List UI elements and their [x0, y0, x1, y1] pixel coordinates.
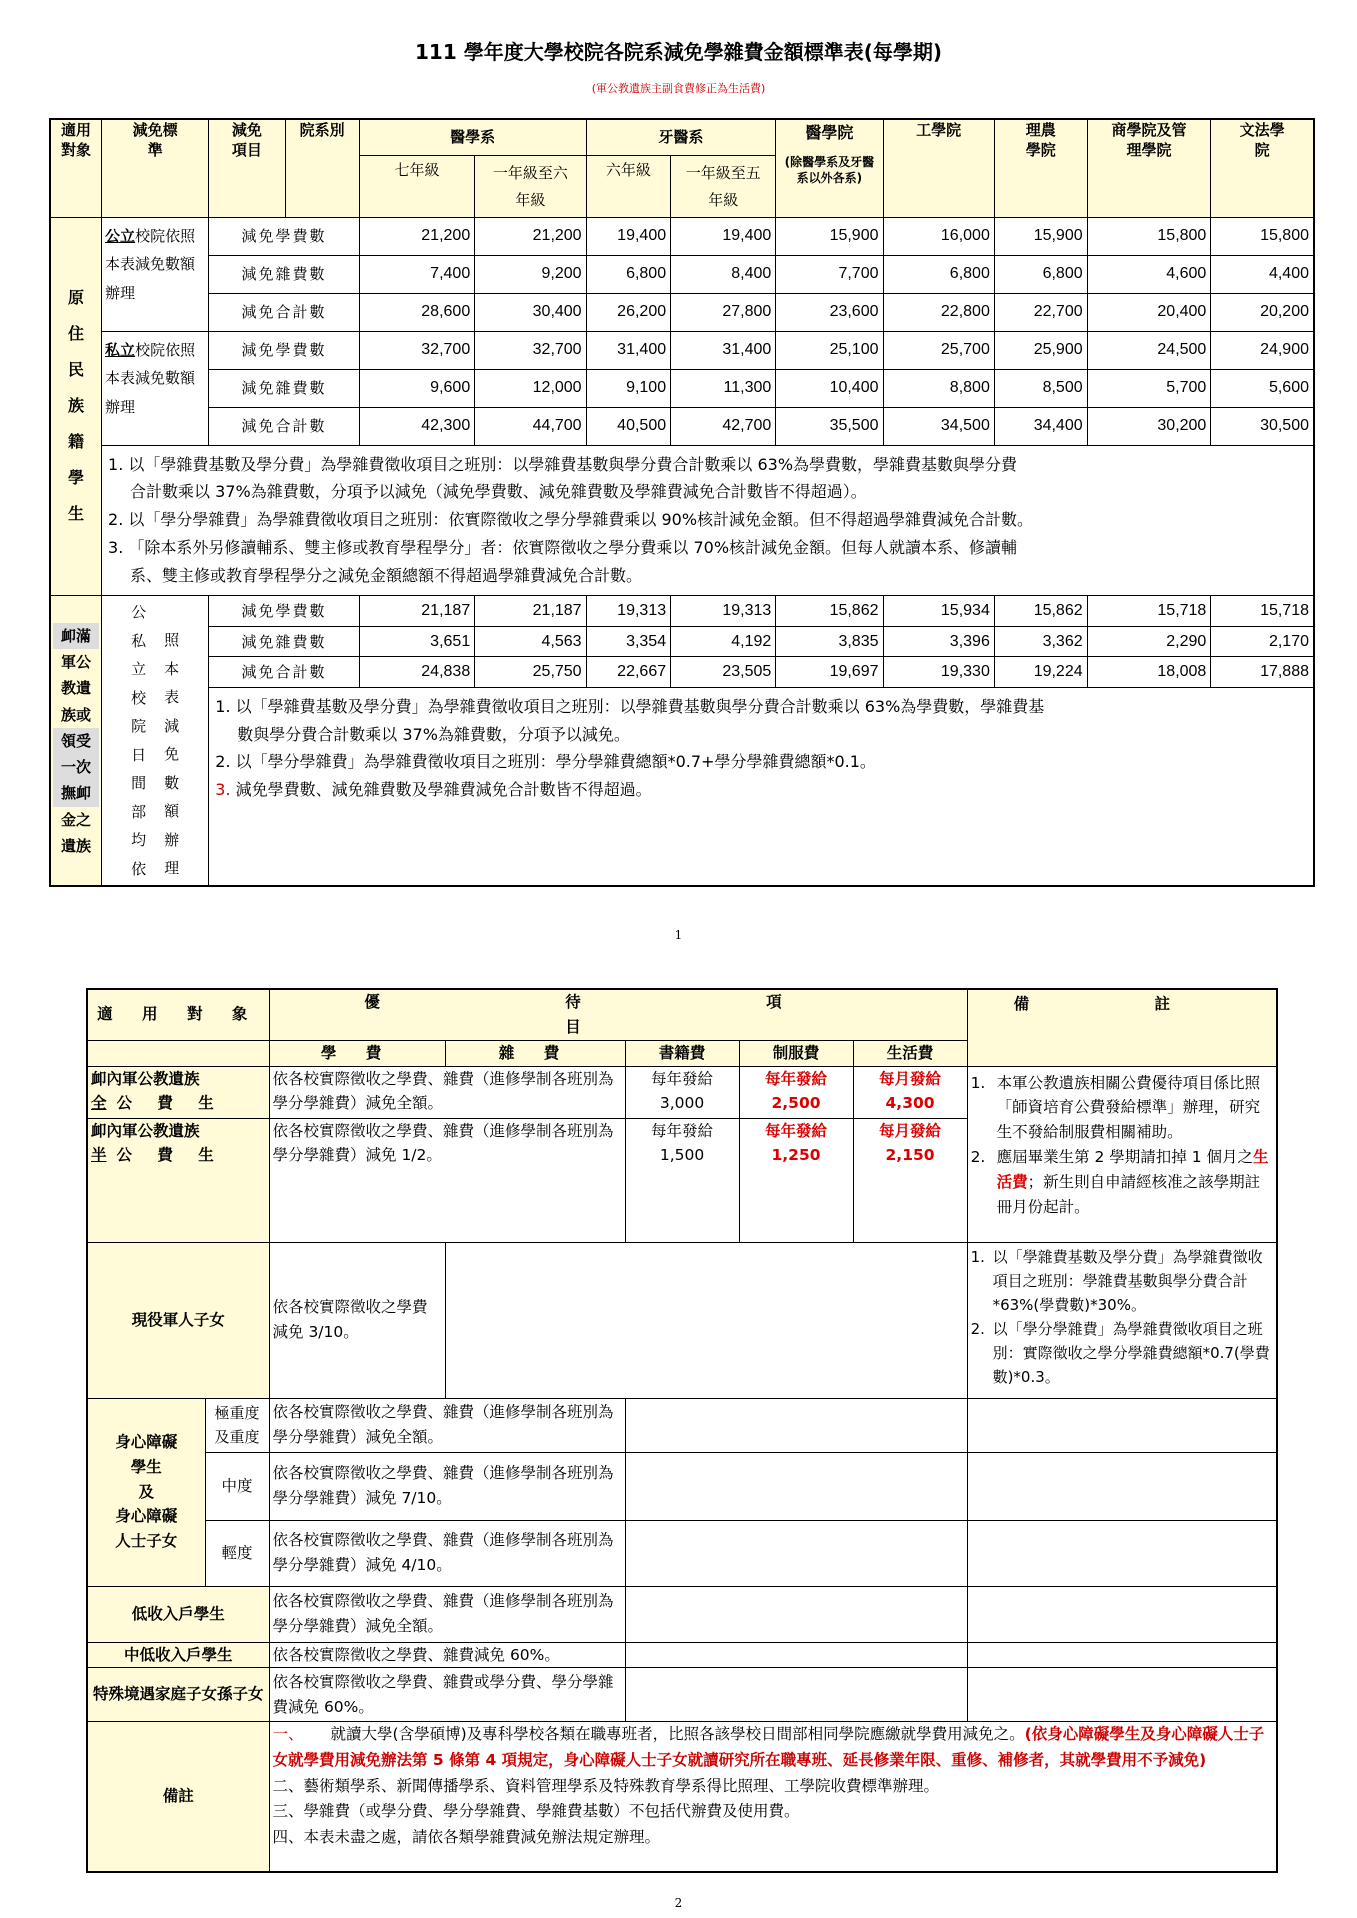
- full-label-a: 卹內軍公教遺族: [91, 1069, 200, 1088]
- table-row: [50, 596, 1314, 626]
- remarks-body: [269, 1722, 1277, 1872]
- row-item: 減免雜費數: [209, 626, 360, 656]
- table-row: [87, 1242, 1277, 1398]
- row-item: 減免學費數: [209, 596, 360, 626]
- cell-value: 5,600: [1211, 369, 1314, 407]
- standard-char: 減: [164, 716, 180, 735]
- table-row: [50, 217, 1314, 255]
- header-medschool: [776, 119, 883, 217]
- cell-value: 6,800: [586, 255, 671, 293]
- header-standard: 減免標準: [102, 119, 209, 217]
- note-item: [215, 778, 1307, 803]
- military-standard-col1: [131, 598, 146, 883]
- header-medschool-label: 醫學院: [805, 123, 854, 142]
- half-label-underline: 半: [91, 1146, 107, 1165]
- remark-red: (依身心障礙學生及身心障礙人士子女就學費用減免辦法第 5 條第 4 項規定，身心障礙人士子女就讀研究所在職專班、延長修業年限、重修、補修者，其就學費用不予減免): [272, 1725, 1265, 1769]
- remark-text: 本軍公教遺族相關公費優待項目係比照「師資培育公費發給標準」辦理，研究生不發給制服費相關補助。: [996, 1073, 1261, 1142]
- cell-value: 24,500: [1087, 331, 1211, 369]
- table-row: [50, 255, 1314, 293]
- cell-value: 22,800: [883, 293, 994, 331]
- standard-char: 院: [131, 717, 147, 736]
- remark-item-3: 三、學雜費（或學分費、學分學雜費、學雜費基數）不包括代辦費及使用費。: [272, 1802, 800, 1821]
- header-med1to6: 一年級至六年級: [475, 155, 586, 217]
- preferential-treatment-table: [86, 988, 1278, 1873]
- cell-value: 35,500: [776, 407, 883, 445]
- row-item: 減免學費數: [209, 217, 360, 255]
- military-standard: [102, 596, 209, 887]
- cell-value: 2,170: [1211, 626, 1314, 656]
- cell-value: 44,700: [475, 407, 586, 445]
- standard-char: 私: [131, 631, 147, 650]
- cell-value: 25,100: [776, 331, 883, 369]
- remark-text: 就讀大學(含學碩博)及專科學校各類在職專班者，比照各該學校日間部相同學院應繳就學費用減免之。: [330, 1725, 1025, 1744]
- header-item: 減免項目: [209, 119, 285, 217]
- private-underlined: 私立: [105, 340, 136, 359]
- empty-cell: [967, 1398, 1277, 1452]
- standard-char: 辦: [164, 830, 180, 849]
- header-business: 商學院及管理學院: [1087, 119, 1211, 217]
- military-notes: [209, 687, 1314, 886]
- remark-text-2: [997, 1145, 1274, 1219]
- note-text: 以「學分學雜費」為學雜費徵收項目之班別：學分學雜費總額*0.7+學分學雜費總額*0.1。: [235, 752, 876, 772]
- cell-value: 15,900: [776, 217, 883, 255]
- cell-value: 24,838: [359, 657, 474, 687]
- cell-value: 4,192: [671, 626, 776, 656]
- cell-value: 25,900: [994, 331, 1087, 369]
- military-label-line: 金之: [61, 810, 92, 829]
- remark-num: 1.: [970, 1247, 985, 1266]
- cell-value: 3,354: [586, 626, 671, 656]
- cell-value: 9,100: [586, 369, 671, 407]
- public-underlined: 公立: [105, 226, 136, 245]
- remark-text-red: 生活費: [996, 1147, 1269, 1191]
- t2-header-books: 書籍費: [625, 1040, 739, 1066]
- header-med: 醫學系: [359, 119, 586, 155]
- cell-value: 22,667: [586, 657, 671, 687]
- cell-value: 19,313: [671, 596, 776, 626]
- empty-cell: [967, 1642, 1277, 1668]
- public-standard: [102, 217, 209, 331]
- header-dept: 院系別: [285, 119, 359, 217]
- standard-char: 額: [164, 802, 180, 821]
- remark-text-b: ；新生則自申請經核准之該學期註冊月份起計。: [996, 1172, 1261, 1216]
- standard-char: 公: [131, 603, 147, 622]
- full-living-amount: 4,300: [885, 1094, 935, 1113]
- header-target: 適用對象: [50, 119, 102, 217]
- cell-value: 4,600: [1087, 255, 1211, 293]
- military-label-line: 卹滿: [53, 623, 99, 649]
- cell-value: 21,187: [359, 596, 474, 626]
- cell-value: 19,400: [671, 217, 776, 255]
- cell-value: 40,500: [586, 407, 671, 445]
- active-military-blank: [445, 1242, 967, 1398]
- half-living: [853, 1118, 967, 1242]
- remark-item-2: 二、藝術類學系、新聞傳播學系、資料管理學系及特殊教育學系得比照理、工學院收費標準辦理。: [272, 1776, 940, 1795]
- cell-value: 26,200: [586, 293, 671, 331]
- standard-char: 校: [131, 688, 147, 707]
- cell-value: 32,700: [475, 331, 586, 369]
- cell-value: 19,697: [776, 657, 883, 687]
- empty-cell: [967, 1520, 1277, 1586]
- remark-num: 1.: [970, 1073, 986, 1092]
- disabled-level: 中度: [205, 1452, 269, 1520]
- table-row: [50, 331, 1314, 369]
- cell-value: 21,200: [359, 217, 474, 255]
- standard-char: 均: [131, 831, 147, 850]
- half-label-a: 卹內軍公教遺族: [91, 1121, 200, 1140]
- remark-text-a: 應屆畢業生第 2 學期請扣掉 1 個月之: [996, 1147, 1253, 1166]
- remark-item-4: 四、本表未盡之處，請依各類學雜費減免辦法規定辦理。: [272, 1827, 661, 1846]
- public-rest: 校院依照本表減免數額辦理: [105, 226, 196, 302]
- cell-value: 5,700: [1087, 369, 1211, 407]
- note-cont: 數與學分費合計數乘以 37%為雜費數，分項予以減免。: [237, 724, 630, 744]
- table-row: [50, 407, 1314, 445]
- empty-cell: [625, 1668, 967, 1722]
- indigenous-notes: [102, 445, 1314, 596]
- standard-char: 立: [131, 660, 147, 679]
- disabled-label-line: 身心障礙: [115, 1507, 178, 1526]
- special-label: 特殊境遇家庭子女孫子女: [87, 1668, 269, 1722]
- row-item: 減免合計數: [209, 657, 360, 687]
- header-eng: 工學院: [883, 119, 994, 217]
- cell-value: 16,000: [883, 217, 994, 255]
- half-scholarship-label: [87, 1118, 269, 1242]
- cell-value: 7,400: [359, 255, 474, 293]
- cell-value: 9,600: [359, 369, 474, 407]
- remark-num: 2.: [970, 1319, 985, 1338]
- disabled-label-line: 身心障礙: [115, 1433, 178, 1452]
- standard-char: 日: [131, 745, 147, 764]
- t2-header-remarks-text: 備 註: [1013, 995, 1231, 1013]
- standard-char: [164, 598, 179, 626]
- empty-cell: [967, 1668, 1277, 1722]
- cell-value: 34,400: [994, 407, 1087, 445]
- cell-value: 30,500: [1211, 407, 1314, 445]
- full-uniform-amount: 2,500: [771, 1094, 821, 1113]
- military-label-line: 軍公: [61, 653, 92, 672]
- remark-text: 以「學分學雜費」為學雜費徵收項目之班別：實際徵收之學分學雜費總額*0.7(學費數)*0.3。: [992, 1319, 1270, 1386]
- cell-value: 34,500: [883, 407, 994, 445]
- low-income-text: 依各校實際徵收之學費、雜費（進修學制各班別為學分學雜費）減免全額。: [269, 1586, 625, 1642]
- empty-cell: [967, 1452, 1277, 1520]
- table-row: [87, 1586, 1277, 1642]
- t2-header-target: [87, 989, 269, 1040]
- t2-header-benefits-text: 優 待 項 目: [364, 993, 872, 1036]
- cell-value: 21,187: [475, 596, 586, 626]
- cell-value: 19,400: [586, 217, 671, 255]
- half-books-amount: 1,500: [659, 1146, 705, 1165]
- disabled-text: 依各校實際徵收之學費、雜費（進修學制各班別為學分學雜費）減免全額。: [269, 1398, 625, 1452]
- active-military-tuition: 依各校實際徵收之學費減免 3/10。: [269, 1242, 445, 1398]
- empty-cell: [625, 1586, 967, 1642]
- t2-header-tuition: [269, 1040, 445, 1066]
- indigenous-label-text: 原住民族籍學生: [68, 288, 85, 524]
- note-num: 3.: [215, 780, 231, 800]
- cell-value: 15,862: [994, 596, 1087, 626]
- cell-value: 3,835: [776, 626, 883, 656]
- cell-value: 6,800: [994, 255, 1087, 293]
- row-item: 減免合計數: [209, 293, 360, 331]
- half-tuition-misc: 依各校實際徵收之學費、雜費（進修學制各班別為學分學雜費）減免 1/2。: [269, 1118, 625, 1242]
- note-text: 以「學雜費基數及學分費」為學雜費徵收項目之班別：以學雜費基數與學分費合計數乘以 63%為學費數，學雜費基數與學分費: [128, 454, 1018, 474]
- disabled-label-line: 及: [138, 1482, 154, 1501]
- active-military-label: 現役軍人子女: [87, 1242, 269, 1398]
- empty-cell: [625, 1452, 967, 1520]
- standard-char: 本: [164, 659, 180, 678]
- row-item: 減免雜費數: [209, 255, 360, 293]
- table-row: [50, 293, 1314, 331]
- cell-value: 15,800: [1087, 217, 1211, 255]
- cell-value: 20,200: [1211, 293, 1314, 331]
- cell-value: 23,505: [671, 657, 776, 687]
- cell-value: 15,900: [994, 217, 1087, 255]
- military-label: [50, 596, 102, 887]
- full-books: [625, 1066, 739, 1118]
- empty-cell: [625, 1642, 967, 1668]
- standard-char: 免: [164, 745, 180, 764]
- military-label-line: 遺族: [61, 836, 92, 855]
- mid-low-income-text: 依各校實際徵收之學費、雜費減免 60%。: [269, 1642, 625, 1668]
- t2-header-living: 生活費: [853, 1040, 967, 1066]
- cell-value: 15,862: [776, 596, 883, 626]
- cell-value: 15,718: [1087, 596, 1211, 626]
- military-label-line: 一次: [53, 754, 99, 780]
- table-row: [50, 657, 1314, 687]
- disabled-label: [87, 1398, 205, 1586]
- full-uniform-label: 每年發給: [765, 1069, 828, 1088]
- t2-header-misc-text: 雜 費: [498, 1043, 572, 1062]
- standard-char: 依: [131, 859, 147, 878]
- half-uniform: [739, 1118, 853, 1242]
- cell-value: 6,800: [883, 255, 994, 293]
- note-cont: 合計數乘以 37%為雜費數，分項予以減免（減免學費數、減免雜費數及學雜費減免合計數皆不得超過）。: [130, 482, 867, 502]
- note-item: [108, 536, 1307, 561]
- private-rest: 校院依照本表減免數額辦理: [105, 340, 196, 416]
- note-num: 3.: [108, 537, 124, 557]
- remark-text: 以「學雜費基數及學分費」為學雜費徵收項目之班別：學雜費基數與學分費合計*63%(學費數)*30%。: [992, 1247, 1263, 1314]
- full-label-rest: 公 費 生: [116, 1094, 224, 1113]
- row-item: 減免合計數: [209, 407, 360, 445]
- row-item: 減免雜費數: [209, 369, 360, 407]
- tuition-waiver-table: [49, 118, 1315, 887]
- note-text: 以「學分學雜費」為學雜費徵收項目之班別：依實際徵收之學分學雜費乘以 90%核計減免金額。但不得超過學雜費減免合計數。: [128, 510, 1034, 530]
- note-text: 以「學雜費基數及學分費」為學雜費徵收項目之班別：以學雜費基數與學分費合計數乘以 63%為學費數，學雜費基: [235, 696, 1045, 716]
- table-row: [87, 1668, 1277, 1722]
- disabled-label-line: 人士子女: [115, 1532, 178, 1551]
- disabled-level: 極重度及重度: [205, 1398, 269, 1452]
- t2-header-uniform: 制服費: [739, 1040, 853, 1066]
- note-item: [108, 453, 1307, 478]
- cell-value: 7,700: [776, 255, 883, 293]
- cell-value: 25,750: [475, 657, 586, 687]
- cell-value: 24,900: [1211, 331, 1314, 369]
- cell-value: 30,400: [475, 293, 586, 331]
- cell-value: 10,400: [776, 369, 883, 407]
- cell-value: 31,400: [586, 331, 671, 369]
- t2-header-misc: [445, 1040, 625, 1066]
- t2-header-remarks: [967, 989, 1277, 1066]
- cell-value: 31,400: [671, 331, 776, 369]
- t2-header-target-text: 適 用 對 象: [97, 1005, 260, 1024]
- note-item: [215, 750, 1307, 775]
- cell-value: 15,934: [883, 596, 994, 626]
- table-row: [87, 1398, 1277, 1452]
- row-item: 減免學費數: [209, 331, 360, 369]
- cell-value: 19,224: [994, 657, 1087, 687]
- full-scholarship-label: [87, 1066, 269, 1118]
- note-item: [215, 695, 1307, 720]
- table-row: [87, 1066, 1277, 1118]
- table-row: [87, 1452, 1277, 1520]
- header-medschool-note: (除醫學系及牙醫系以外各系): [784, 154, 875, 185]
- active-military-remarks: [967, 1242, 1277, 1398]
- cell-value: 2,290: [1087, 626, 1211, 656]
- disabled-label-line: 學生: [130, 1457, 162, 1476]
- full-label-underline: 全: [91, 1094, 107, 1113]
- cell-value: 27,800: [671, 293, 776, 331]
- standard-char: 數: [164, 773, 180, 792]
- standard-char: 部: [131, 802, 147, 821]
- military-standard-col2: [164, 598, 179, 883]
- cell-value: 25,700: [883, 331, 994, 369]
- note-num: 2.: [108, 510, 124, 530]
- note-text: 「除本系外另修讀輔系、雙主修或教育學程學分」者：依實際徵收之學分費乘以 70%核計減免金額。但每人就讀本系、修讀輔: [128, 537, 1018, 557]
- cell-value: 8,500: [994, 369, 1087, 407]
- cell-value: 22,700: [994, 293, 1087, 331]
- half-books-label: 每年發給: [651, 1121, 714, 1140]
- cell-value: 8,800: [883, 369, 994, 407]
- indigenous-label: [50, 217, 102, 596]
- full-books-label: 每年發給: [651, 1069, 714, 1088]
- header-arts: 文法學院: [1211, 119, 1314, 217]
- private-standard: [102, 331, 209, 445]
- remark-prefix: 一、: [272, 1725, 304, 1744]
- half-living-label: 每月發給: [879, 1121, 942, 1140]
- remark-num: 2.: [970, 1147, 986, 1166]
- note-text: 減免學費數、減免雜費數及學雜費減免合計數皆不得超過。: [235, 780, 652, 800]
- t2-header-tuition-text: 學 費: [320, 1043, 394, 1062]
- table-row: [87, 1520, 1277, 1586]
- standard-char: 理: [164, 859, 180, 878]
- standard-char: 照: [164, 631, 180, 650]
- full-living: [853, 1066, 967, 1118]
- table-row: [50, 369, 1314, 407]
- empty-cell: [967, 1586, 1277, 1642]
- half-books: [625, 1118, 739, 1242]
- page-number-1: 1: [674, 928, 683, 942]
- cell-value: 17,888: [1211, 657, 1314, 687]
- empty-cell: [625, 1398, 967, 1452]
- half-uniform-label: 每年發給: [765, 1121, 828, 1140]
- table-row: [50, 626, 1314, 656]
- page-subtitle: (軍公教遺族主副食費修正為生活費): [591, 82, 766, 95]
- t2-header-benefits: [269, 989, 967, 1040]
- empty-cell: [625, 1520, 967, 1586]
- note-num: 1.: [108, 454, 124, 474]
- header-med7: 七年級: [359, 155, 474, 217]
- military-label-line: 教遺: [61, 679, 92, 698]
- note-cont: 系、雙主修或教育學程學分之減免金額總額不得超過學雜費減免合計數。: [130, 565, 643, 585]
- cell-value: 32,700: [359, 331, 474, 369]
- cell-value: 3,362: [994, 626, 1087, 656]
- half-label-rest: 公 費 生: [116, 1146, 224, 1165]
- low-income-label: 低收入戶學生: [87, 1586, 269, 1642]
- mid-low-income-label: 中低收入戶學生: [87, 1642, 269, 1668]
- page-number-2: 2: [674, 1896, 683, 1910]
- cell-value: 18,008: [1087, 657, 1211, 687]
- remark-item-1: [273, 1722, 1274, 1773]
- full-tuition-misc: 依各校實際徵收之學費、雜費（進修學制各班別為學分學雜費）減免全額。: [269, 1066, 625, 1118]
- cell-value: 15,800: [1211, 217, 1314, 255]
- note-item: [108, 508, 1307, 533]
- half-uniform-amount: 1,250: [771, 1146, 821, 1165]
- cell-value: 30,200: [1087, 407, 1211, 445]
- cell-value: 8,400: [671, 255, 776, 293]
- cell-value: 12,000: [475, 369, 586, 407]
- header-dent1to5: 一年級至五年級: [671, 155, 776, 217]
- header-dent6: 六年級: [586, 155, 671, 217]
- full-uniform: [739, 1066, 853, 1118]
- cell-value: 15,718: [1211, 596, 1314, 626]
- cell-value: 21,200: [475, 217, 586, 255]
- disabled-text: 依各校實際徵收之學費、雜費（進修學制各班別為學分學雜費）減免 7/10。: [269, 1452, 625, 1520]
- standard-char: 間: [131, 774, 147, 793]
- page-title: 111 學年度大學校院各院系減免學雜費金額標準表(每學期): [415, 40, 942, 64]
- cell-value: 9,200: [475, 255, 586, 293]
- military-label-line: 族或: [61, 705, 92, 724]
- military-label-line: 領受: [53, 728, 99, 754]
- standard-char: 表: [164, 688, 180, 707]
- cell-value: 19,313: [586, 596, 671, 626]
- full-books-amount: 3,000: [659, 1094, 705, 1113]
- t2-header-blank: [87, 1040, 269, 1066]
- special-text: 依各校實際徵收之學費、雜費或學分費、學分學雜費減免 60%。: [269, 1668, 625, 1722]
- cell-value: 3,651: [359, 626, 474, 656]
- half-living-amount: 2,150: [885, 1146, 935, 1165]
- note-num: 1.: [215, 696, 231, 716]
- cell-value: 11,300: [671, 369, 776, 407]
- table-row: [87, 1722, 1277, 1872]
- cell-value: 4,563: [475, 626, 586, 656]
- cell-value: 4,400: [1211, 255, 1314, 293]
- header-dent: 牙醫系: [586, 119, 776, 155]
- note-num: 2.: [215, 752, 231, 772]
- disabled-text: 依各校實際徵收之學費、雜費（進修學制各班別為學分學雜費）減免 4/10。: [269, 1520, 625, 1586]
- full-living-label: 每月發給: [879, 1069, 942, 1088]
- military-label-line: 撫卹: [53, 780, 99, 806]
- cell-value: 42,700: [671, 407, 776, 445]
- cell-value: 28,600: [359, 293, 474, 331]
- table-row: [87, 1642, 1277, 1668]
- header-sciagri: 理農學院: [994, 119, 1087, 217]
- cell-value: 3,396: [883, 626, 994, 656]
- cell-value: 20,400: [1087, 293, 1211, 331]
- military-remarks: [967, 1066, 1277, 1242]
- cell-value: 23,600: [776, 293, 883, 331]
- cell-value: 19,330: [883, 657, 994, 687]
- cell-value: 42,300: [359, 407, 474, 445]
- remarks-label: 備註: [87, 1722, 269, 1872]
- disabled-level: 輕度: [205, 1520, 269, 1586]
